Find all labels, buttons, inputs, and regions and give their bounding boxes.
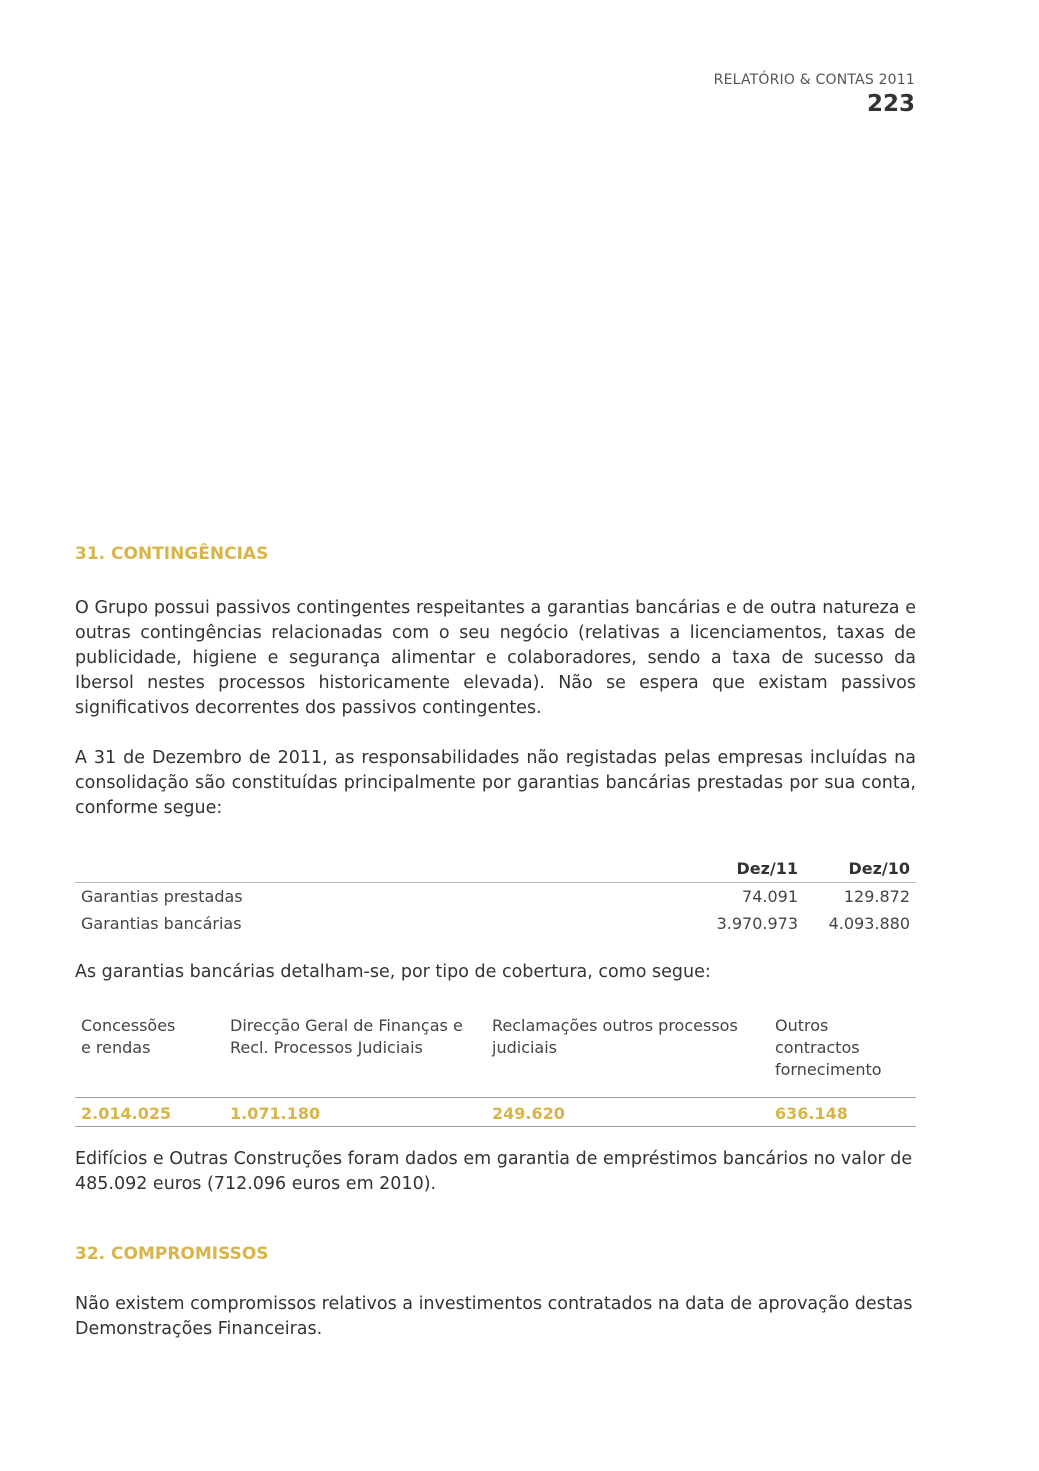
row-value-dez11: 74.091: [742, 887, 798, 906]
coverage-intro-paragraph: As garantias bancárias detalham-se, por tipo de cobertura, como segue:: [75, 962, 711, 982]
coverage-header-claims: [486, 1015, 769, 1098]
coverage-header-other-contracts: [769, 1015, 916, 1098]
guarantees-table-blank-header: [75, 856, 692, 883]
header-line: Outros contractos: [775, 1016, 860, 1057]
commitments-paragraph: Não existem compromissos relativos a investimentos contratados na data de aprovação destas Demonstrações Financeiras.: [75, 1294, 913, 1339]
contingencies-paragraph-1: O Grupo possui passivos contingentes respeitantes a garantias bancárias e de outra natureza e outras contingências relacionadas com o seu negócio (relativas a licenciamentos, taxas de publicidade, higiene e segurança alimentar e colaboradores, sendo a taxa de sucesso da Ibersol nestes processos historicamente elevada). Não se espera que existam passivos significativos decorrentes dos passivos contingentes.: [75, 598, 916, 718]
coverage-table-header-row: [75, 1015, 916, 1098]
row-label: Garantias prestadas: [81, 887, 243, 906]
page-number: 223: [866, 91, 915, 117]
row-value-dez10: 4.093.880: [828, 914, 910, 933]
coverage-header-concessions: [75, 1015, 224, 1098]
guarantees-table: [75, 856, 916, 937]
header-line: e rendas: [81, 1038, 151, 1057]
guarantees-table-header-dez11: Dez/11: [692, 856, 804, 883]
page-header: [714, 70, 915, 118]
header-line: Recl. Processos Judiciais: [230, 1038, 423, 1057]
report-title: RELATÓRIO & CONTAS 2011: [713, 72, 915, 88]
header-line: judiciais: [492, 1038, 558, 1057]
coverage-value-claims: 249.620: [486, 1098, 769, 1127]
guarantees-table-header-row: [75, 856, 916, 883]
coverage-table: [75, 1015, 916, 1127]
coverage-header-finance: [224, 1015, 486, 1098]
section-32-heading: 32. COMPROMISSOS: [75, 1244, 269, 1264]
table-row: [75, 1098, 916, 1127]
row-label: Garantias bancárias: [81, 914, 242, 933]
guarantees-table-header-dez10: Dez/10: [804, 856, 916, 883]
header-line: Reclamações outros processos: [492, 1016, 738, 1035]
row-value-dez11: 3.970.973: [716, 914, 798, 933]
row-value-dez10: 129.872: [843, 887, 910, 906]
coverage-value-finance: 1.071.180: [224, 1098, 486, 1127]
header-line: Concessões: [81, 1016, 176, 1035]
table-row: [75, 883, 916, 911]
header-line: fornecimento: [775, 1060, 882, 1079]
buildings-guarantee-paragraph: Edifícios e Outras Construções foram dados em garantia de empréstimos bancários no valor de 485.092 euros (712.096 euros em 2010).: [75, 1149, 913, 1194]
main-content: [75, 541, 916, 1342]
table-row: [75, 910, 916, 937]
section-31-heading: 31. CONTINGÊNCIAS: [75, 544, 269, 564]
coverage-value-other-contracts: 636.148: [769, 1098, 916, 1127]
coverage-value-concessions: 2.014.025: [75, 1098, 224, 1127]
contingencies-paragraph-2: A 31 de Dezembro de 2011, as responsabilidades não registadas pelas empresas incluídas na consolidação são constituídas principalmente por garantias bancárias prestadas por sua conta, conforme segue:: [75, 748, 916, 818]
header-line: Direcção Geral de Finanças e: [230, 1016, 463, 1035]
